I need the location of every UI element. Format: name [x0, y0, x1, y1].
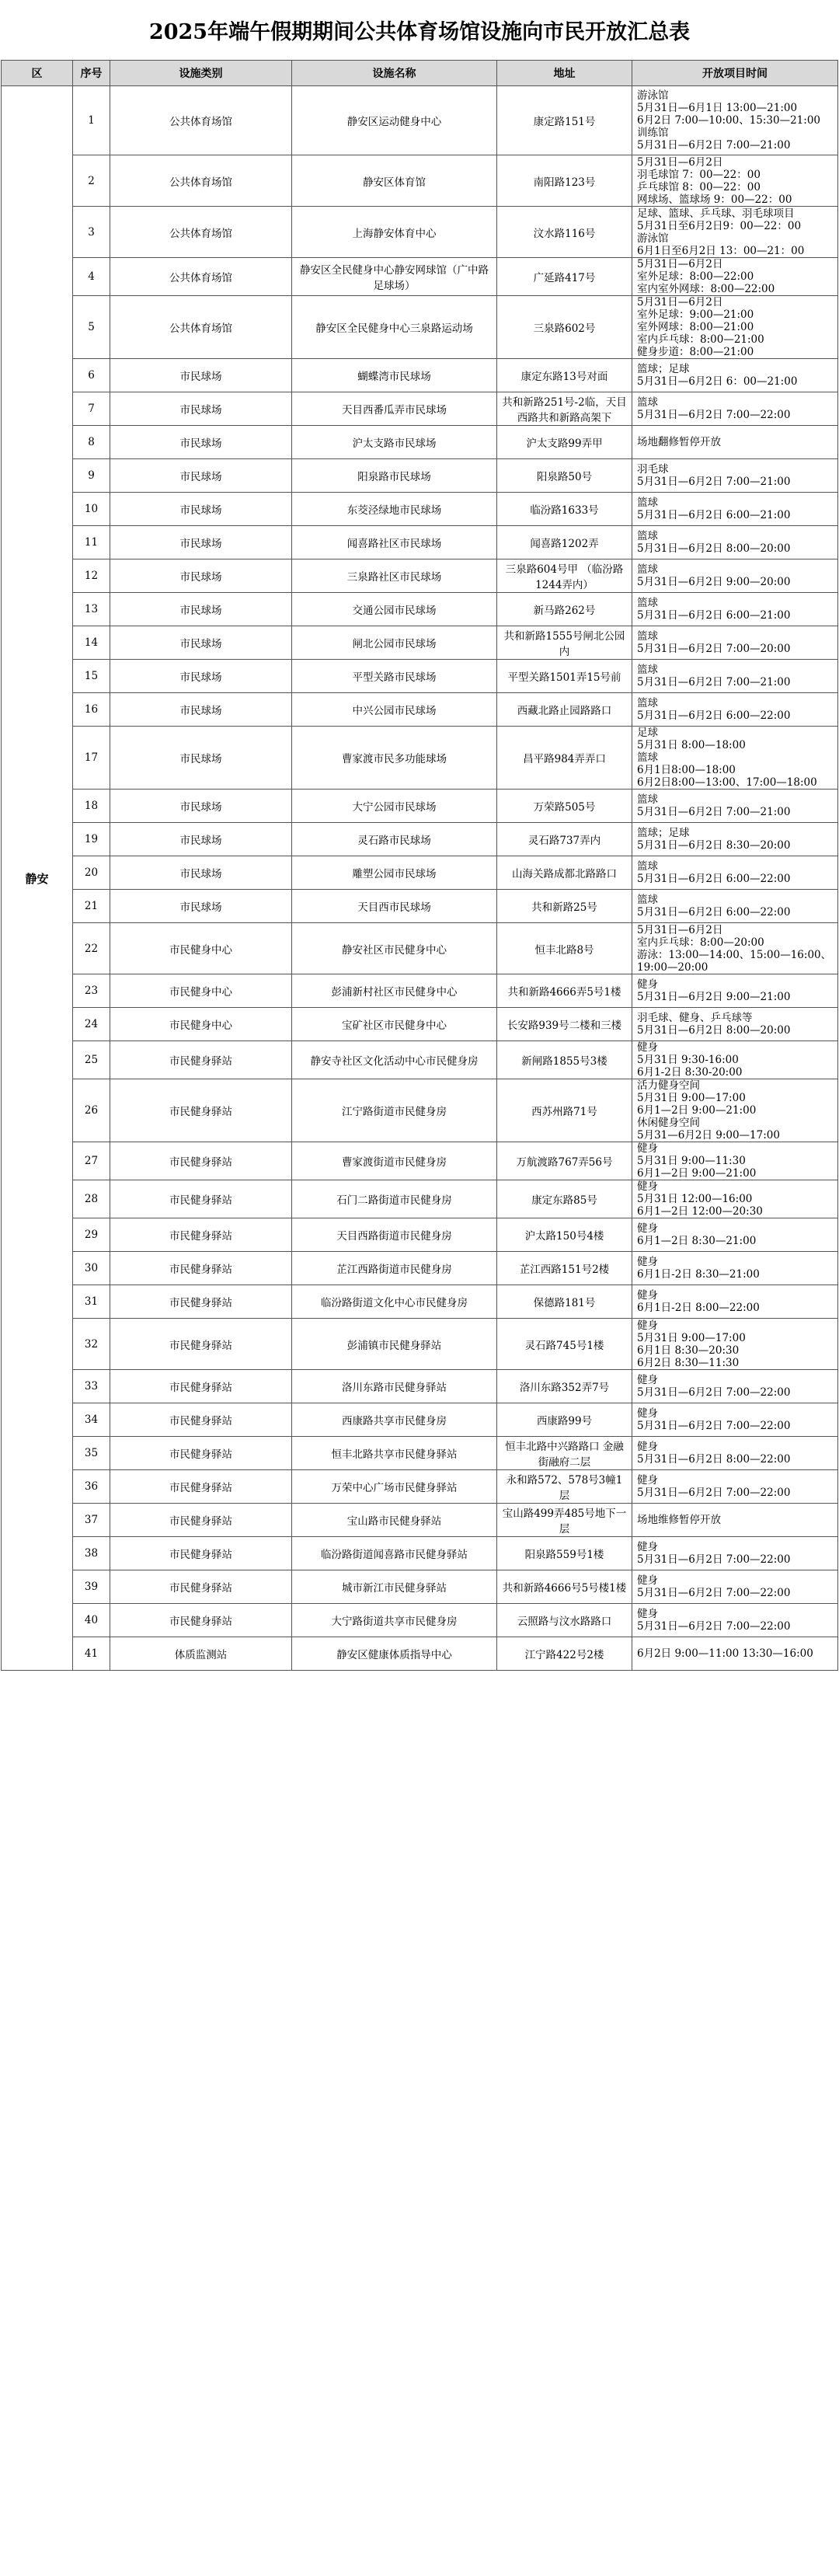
address-cell: 西康路99号: [497, 1403, 632, 1437]
row-number-cell: 25: [73, 1041, 110, 1079]
row-number-cell: 15: [73, 660, 110, 693]
row-number-cell: 24: [73, 1008, 110, 1041]
category-cell: 市民健身驿站: [110, 1570, 292, 1604]
category-cell: 市民球场: [110, 660, 292, 693]
row-number-cell: 20: [73, 856, 110, 890]
address-cell: 共和新路251号-2临，天目西路共和新路高架下: [497, 392, 632, 426]
category-cell: 市民健身驿站: [110, 1403, 292, 1437]
table-row: [2, 1008, 838, 1041]
table-row: [2, 1079, 838, 1142]
row-number-cell: 40: [73, 1604, 110, 1637]
facility-name-cell: 蝴蝶湾市民球场: [292, 359, 497, 392]
hours-cell: 篮球 5月31日—6月2日 6:00—22:00: [632, 856, 838, 890]
table-row: [2, 1180, 838, 1218]
hours-cell: 健身 5月31日 9:00—17:00 6月1日 8:30—20:30 6月2日 8:30—11:30: [632, 1319, 838, 1370]
category-cell: 市民健身驿站: [110, 1504, 292, 1537]
address-cell: 新闸路1855号3楼: [497, 1041, 632, 1079]
category-cell: 市民球场: [110, 593, 292, 626]
address-cell: 共和新路4666号5号楼1楼: [497, 1570, 632, 1604]
hours-cell: 6月2日 9:00—11:00 13:30—16:00: [632, 1637, 838, 1671]
hours-cell: 足球 5月31日 8:00—18:00 篮球 6月1日8:00—18:00 6月2日8:00—13:00、17:00—18:00: [632, 727, 838, 790]
facility-name-cell: 洛川东路市民健身驿站: [292, 1370, 497, 1403]
row-number-cell: 16: [73, 693, 110, 727]
category-cell: 市民球场: [110, 459, 292, 493]
table-row: [2, 155, 838, 207]
table-row: [2, 459, 838, 493]
category-cell: 市民健身驿站: [110, 1079, 292, 1142]
table-row: [2, 890, 838, 923]
address-cell: 云照路与汶水路路口: [497, 1604, 632, 1637]
facility-name-cell: 宝山路市民健身驿站: [292, 1504, 497, 1537]
address-cell: 康定路151号: [497, 86, 632, 155]
facility-name-cell: 临汾路街道文化中心市民健身房: [292, 1285, 497, 1319]
address-cell: 洛川东路352弄7号: [497, 1370, 632, 1403]
category-cell: 市民健身驿站: [110, 1470, 292, 1504]
facility-name-cell: 东茭泾绿地市民球场: [292, 493, 497, 526]
row-number-cell: 41: [73, 1637, 110, 1671]
row-number-cell: 30: [73, 1252, 110, 1285]
row-number-cell: 22: [73, 923, 110, 974]
hours-cell: 场地翻修暂停开放: [632, 426, 838, 459]
hours-cell: 足球、篮球、乒乓球、羽毛球项目 5月31日至6月2日9：00—22：00 游泳馆 6月1日至6月2日 13：00—21：00: [632, 207, 838, 258]
hours-cell: 篮球 5月31日—6月2日 6:00—21:00: [632, 493, 838, 526]
facility-name-cell: 城市新江市民健身驿站: [292, 1570, 497, 1604]
hours-cell: 篮球；足球 5月31日—6月2日 6：00—21:00: [632, 359, 838, 392]
row-number-cell: 2: [73, 155, 110, 207]
category-cell: 市民健身驿站: [110, 1041, 292, 1079]
table-row: [2, 823, 838, 856]
facility-name-cell: 灵石路市民球场: [292, 823, 497, 856]
row-number-cell: 5: [73, 296, 110, 359]
hours-cell: 羽毛球 5月31日—6月2日 7:00—21:00: [632, 459, 838, 493]
facility-name-cell: 交通公园市民球场: [292, 593, 497, 626]
facility-name-cell: 天目西番瓜弄市民球场: [292, 392, 497, 426]
hours-cell: 5月31日—6月2日 室外足球：8:00—22:00 室内室外网球：8:00—22:00: [632, 258, 838, 296]
hours-cell: 健身 5月31日 12:00—16:00 6月1—2日 12:00—20:30: [632, 1180, 838, 1218]
address-cell: 西藏北路止园路路口: [497, 693, 632, 727]
hours-cell: 5月31日—6月2日 室外足球：9:00—21:00 室外网球：8:00—21:00 室内乒乓球：8:00—21:00 健身步道：8:00—21:00: [632, 296, 838, 359]
row-number-cell: 9: [73, 459, 110, 493]
row-number-cell: 31: [73, 1285, 110, 1319]
header-hours: 开放项目时间: [632, 61, 838, 86]
address-cell: 恒丰北路中兴路路口 金融街融府二层: [497, 1437, 632, 1470]
row-number-cell: 39: [73, 1570, 110, 1604]
hours-cell: 篮球 5月31日—6月2日 6:00—21:00: [632, 593, 838, 626]
address-cell: 阳泉路559号1楼: [497, 1537, 632, 1570]
table-row: [2, 559, 838, 593]
facility-table: [1, 60, 838, 1671]
row-number-cell: 29: [73, 1218, 110, 1252]
facility-name-cell: 万荣中心广场市民健身驿站: [292, 1470, 497, 1504]
address-cell: 灵石路745号1楼: [497, 1319, 632, 1370]
page-title: 2025年端午假期期间公共体育场馆设施向市民开放汇总表: [148, 19, 691, 44]
address-cell: 三泉路604号甲 （临汾路1244弄内）: [497, 559, 632, 593]
row-number-cell: 38: [73, 1537, 110, 1570]
facility-name-cell: 阳泉路市民球场: [292, 459, 497, 493]
hours-cell: 5月31日—6月2日 羽毛球馆 7：00—22：00 乒乓球馆 8：00—22：00 网球场、篮球场 9：00—22：00: [632, 155, 838, 207]
category-cell: 体质监测站: [110, 1637, 292, 1671]
category-cell: 市民球场: [110, 693, 292, 727]
row-number-cell: 37: [73, 1504, 110, 1537]
hours-cell: 篮球 5月31日—6月2日 8:00—20:00: [632, 526, 838, 559]
address-cell: 共和新路1555号闸北公园内: [497, 626, 632, 660]
category-cell: 市民球场: [110, 559, 292, 593]
facility-name-cell: 雕塑公园市民球场: [292, 856, 497, 890]
category-cell: 市民球场: [110, 392, 292, 426]
facility-name-cell: 上海静安体育中心: [292, 207, 497, 258]
facility-name-cell: 静安寺社区文化活动中心市民健身房: [292, 1041, 497, 1079]
table-row: [2, 1403, 838, 1437]
row-number-cell: 17: [73, 727, 110, 790]
header-facility-name: 设施名称: [292, 61, 497, 86]
category-cell: 市民球场: [110, 359, 292, 392]
facility-name-cell: 平型关路市民球场: [292, 660, 497, 693]
row-number-cell: 27: [73, 1142, 110, 1180]
facility-name-cell: 西康路共享市民健身房: [292, 1403, 497, 1437]
hours-cell: 健身 5月31日—6月2日 7:00—22:00: [632, 1470, 838, 1504]
table-row: [2, 86, 838, 155]
address-cell: 共和新路4666弄5号1楼: [497, 974, 632, 1008]
table-row: [2, 593, 838, 626]
table-row: [2, 258, 838, 296]
header-row: [2, 61, 838, 86]
address-cell: 保德路181号: [497, 1285, 632, 1319]
category-cell: 公共体育场馆: [110, 207, 292, 258]
hours-cell: 5月31日—6月2日 室内乒乓球：8:00—20:00 游泳：13:00—14:00、15:00—16:00、19:00—20:00: [632, 923, 838, 974]
facility-name-cell: 宝矿社区市民健身中心: [292, 1008, 497, 1041]
address-cell: 灵石路737弄内: [497, 823, 632, 856]
facility-name-cell: 大宁路街道共享市民健身房: [292, 1604, 497, 1637]
address-cell: 昌平路984弄弄口: [497, 727, 632, 790]
table-row: [2, 1470, 838, 1504]
address-cell: 沪太支路99弄甲: [497, 426, 632, 459]
address-cell: 新马路262号: [497, 593, 632, 626]
address-cell: 万航渡路767弄56号: [497, 1142, 632, 1180]
table-row: [2, 296, 838, 359]
table-row: [2, 426, 838, 459]
header-category: 设施类别: [110, 61, 292, 86]
address-cell: 阳泉路50号: [497, 459, 632, 493]
facility-name-cell: 石门二路街道市民健身房: [292, 1180, 497, 1218]
facility-name-cell: 沪太支路市民球场: [292, 426, 497, 459]
facility-name-cell: 天目西路街道市民健身房: [292, 1218, 497, 1252]
address-cell: 平型关路1501弄15号前: [497, 660, 632, 693]
facility-name-cell: 恒丰北路共享市民健身驿站: [292, 1437, 497, 1470]
category-cell: 市民球场: [110, 727, 292, 790]
row-number-cell: 14: [73, 626, 110, 660]
category-cell: 市民健身驿站: [110, 1218, 292, 1252]
region-cell: 静安: [2, 86, 73, 1671]
hours-cell: 篮球 5月31日—6月2日 6:00—22:00: [632, 890, 838, 923]
hours-cell: 健身 6月1日-2日 8:00—22:00: [632, 1285, 838, 1319]
row-number-cell: 12: [73, 559, 110, 593]
row-number-cell: 8: [73, 426, 110, 459]
address-cell: 闻喜路1202弄: [497, 526, 632, 559]
address-cell: 康定东路13号对面: [497, 359, 632, 392]
hours-cell: 健身 5月31日—6月2日 7:00—22:00: [632, 1537, 838, 1570]
table-row: [2, 1041, 838, 1079]
table-row: [2, 1319, 838, 1370]
table-row: [2, 856, 838, 890]
facility-name-cell: 静安区体育馆: [292, 155, 497, 207]
hours-cell: 篮球 5月31日—6月2日 7:00—22:00: [632, 392, 838, 426]
header-region: 区: [2, 61, 73, 86]
address-cell: 共和新路25号: [497, 890, 632, 923]
hours-cell: 活力健身空间 5月31日 9:00—17:00 6月1—2日 9:00—21:00 休闲健身空间 5月31—6月2日 9:00—17:00: [632, 1079, 838, 1142]
table-row: [2, 660, 838, 693]
table-row: [2, 359, 838, 392]
hours-cell: 健身 5月31日—6月2日 7:00—22:00: [632, 1403, 838, 1437]
address-cell: 广延路417号: [497, 258, 632, 296]
address-cell: 康定东路85号: [497, 1180, 632, 1218]
facility-name-cell: 天目西市民球场: [292, 890, 497, 923]
address-cell: 三泉路602号: [497, 296, 632, 359]
address-cell: 宝山路499弄485号地下一层: [497, 1504, 632, 1537]
category-cell: 市民健身中心: [110, 1008, 292, 1041]
category-cell: 市民球场: [110, 426, 292, 459]
category-cell: 市民健身驿站: [110, 1537, 292, 1570]
table-row: [2, 1142, 838, 1180]
category-cell: 公共体育场馆: [110, 86, 292, 155]
row-number-cell: 18: [73, 790, 110, 823]
row-number-cell: 34: [73, 1403, 110, 1437]
facility-name-cell: 曹家渡街道市民健身房: [292, 1142, 497, 1180]
header-number: 序号: [73, 61, 110, 86]
hours-cell: 篮球 5月31日—6月2日 7:00—21:00: [632, 790, 838, 823]
row-number-cell: 13: [73, 593, 110, 626]
address-cell: 永和路572、578号3幢1层: [497, 1470, 632, 1504]
table-row: [2, 526, 838, 559]
hours-cell: 篮球 5月31日—6月2日 7:00—20:00: [632, 626, 838, 660]
hours-cell: 羽毛球、健身、乒乓球等 5月31日—6月2日 8:00—20:00: [632, 1008, 838, 1041]
category-cell: 市民健身驿站: [110, 1319, 292, 1370]
address-cell: 南阳路123号: [497, 155, 632, 207]
hours-cell: 健身 5月31日—6月2日 9:00—21:00: [632, 974, 838, 1008]
table-row: [2, 392, 838, 426]
table-row: [2, 727, 838, 790]
table-row: [2, 626, 838, 660]
facility-name-cell: 中兴公园市民球场: [292, 693, 497, 727]
facility-name-cell: 静安区运动健身中心: [292, 86, 497, 155]
table-row: [2, 1285, 838, 1319]
facility-name-cell: 静安区健康体质指导中心: [292, 1637, 497, 1671]
address-cell: 山海关路成都北路路口: [497, 856, 632, 890]
hours-cell: 健身 5月31日—6月2日 7:00—22:00: [632, 1604, 838, 1637]
table-row: [2, 1370, 838, 1403]
row-number-cell: 6: [73, 359, 110, 392]
category-cell: 市民健身驿站: [110, 1370, 292, 1403]
facility-name-cell: 静安区全民健身中心静安网球馆（广中路足球场）: [292, 258, 497, 296]
row-number-cell: 32: [73, 1319, 110, 1370]
row-number-cell: 33: [73, 1370, 110, 1403]
facility-name-cell: 静安社区市民健身中心: [292, 923, 497, 974]
table-row: [2, 1437, 838, 1470]
hours-cell: 篮球；足球 5月31日—6月2日 8:30—20:00: [632, 823, 838, 856]
category-cell: 市民健身驿站: [110, 1604, 292, 1637]
table-row: [2, 1504, 838, 1537]
row-number-cell: 4: [73, 258, 110, 296]
row-number-cell: 21: [73, 890, 110, 923]
category-cell: 市民球场: [110, 493, 292, 526]
category-cell: 市民球场: [110, 823, 292, 856]
category-cell: 市民球场: [110, 626, 292, 660]
row-number-cell: 3: [73, 207, 110, 258]
table-row: [2, 923, 838, 974]
table-body: [2, 86, 838, 1671]
hours-cell: 健身 5月31日 9:00—11:30 6月1—2日 9:00—21:00: [632, 1142, 838, 1180]
facility-name-cell: 江宁路街道市民健身房: [292, 1079, 497, 1142]
header-address: 地址: [497, 61, 632, 86]
row-number-cell: 1: [73, 86, 110, 155]
address-cell: 长安路939号二楼和三楼: [497, 1008, 632, 1041]
table-row: [2, 1252, 838, 1285]
hours-cell: 健身 5月31日—6月2日 7:00—22:00: [632, 1370, 838, 1403]
category-cell: 市民健身中心: [110, 923, 292, 974]
category-cell: 市民健身中心: [110, 974, 292, 1008]
table-row: [2, 1570, 838, 1604]
facility-name-cell: 静安区全民健身中心三泉路运动场: [292, 296, 497, 359]
hours-cell: 篮球 5月31日—6月2日 9:00—20:00: [632, 559, 838, 593]
address-cell: 汶水路116号: [497, 207, 632, 258]
category-cell: 市民健身驿站: [110, 1252, 292, 1285]
facility-name-cell: 闸北公园市民球场: [292, 626, 497, 660]
category-cell: 市民健身驿站: [110, 1437, 292, 1470]
row-number-cell: 36: [73, 1470, 110, 1504]
category-cell: 市民健身驿站: [110, 1285, 292, 1319]
hours-cell: 健身 6月1—2日 8:30—21:00: [632, 1218, 838, 1252]
row-number-cell: 19: [73, 823, 110, 856]
table-row: [2, 1604, 838, 1637]
hours-cell: 游泳馆 5月31日—6月1日 13:00—21:00 6月2日 7:00—10:00、15:30—21:00 训练馆 5月31日—6月2日 7:00—21:00: [632, 86, 838, 155]
address-cell: 沪太路150号4楼: [497, 1218, 632, 1252]
table-row: [2, 493, 838, 526]
hours-cell: 篮球 5月31日—6月2日 6:00—22:00: [632, 693, 838, 727]
table-row: [2, 790, 838, 823]
table-row: [2, 974, 838, 1008]
hours-cell: 健身 5月31日—6月2日 8:00—22:00: [632, 1437, 838, 1470]
hours-cell: 健身 5月31日—6月2日 7:00—22:00: [632, 1570, 838, 1604]
category-cell: 市民健身驿站: [110, 1142, 292, 1180]
category-cell: 市民球场: [110, 890, 292, 923]
facility-name-cell: 三泉路社区市民球场: [292, 559, 497, 593]
hours-cell: 健身 6月1日-2日 8:30—21:00: [632, 1252, 838, 1285]
row-number-cell: 26: [73, 1079, 110, 1142]
category-cell: 市民球场: [110, 526, 292, 559]
facility-name-cell: 彭浦新村社区市民健身中心: [292, 974, 497, 1008]
facility-name-cell: 彭浦镇市民健身驿站: [292, 1319, 497, 1370]
category-cell: 市民球场: [110, 790, 292, 823]
hours-cell: 健身 5月31日 9:30-16:00 6月1-2日 8:30-20:00: [632, 1041, 838, 1079]
table-row: [2, 1537, 838, 1570]
table-row: [2, 1218, 838, 1252]
category-cell: 公共体育场馆: [110, 296, 292, 359]
table-row: [2, 207, 838, 258]
address-cell: 西苏州路71号: [497, 1079, 632, 1142]
category-cell: 市民健身驿站: [110, 1180, 292, 1218]
category-cell: 公共体育场馆: [110, 258, 292, 296]
table-row: [2, 693, 838, 727]
row-number-cell: 28: [73, 1180, 110, 1218]
row-number-cell: 23: [73, 974, 110, 1008]
row-number-cell: 35: [73, 1437, 110, 1470]
facility-name-cell: 大宁公园市民球场: [292, 790, 497, 823]
facility-name-cell: 曹家渡市民多功能球场: [292, 727, 497, 790]
row-number-cell: 11: [73, 526, 110, 559]
address-cell: 芷江西路151号2楼: [497, 1252, 632, 1285]
address-cell: 万荣路505号: [497, 790, 632, 823]
row-number-cell: 7: [73, 392, 110, 426]
address-cell: 恒丰北路8号: [497, 923, 632, 974]
category-cell: 市民球场: [110, 856, 292, 890]
address-cell: 江宁路422号2楼: [497, 1637, 632, 1671]
hours-cell: 场地维修暂停开放: [632, 1504, 838, 1537]
row-number-cell: 10: [73, 493, 110, 526]
facility-name-cell: 芷江西路街道市民健身房: [292, 1252, 497, 1285]
category-cell: 公共体育场馆: [110, 155, 292, 207]
table-row: [2, 1637, 838, 1671]
hours-cell: 篮球 5月31日—6月2日 7:00—21:00: [632, 660, 838, 693]
facility-name-cell: 闻喜路社区市民球场: [292, 526, 497, 559]
facility-name-cell: 临汾路街道闻喜路市民健身驿站: [292, 1537, 497, 1570]
address-cell: 临汾路1633号: [497, 493, 632, 526]
